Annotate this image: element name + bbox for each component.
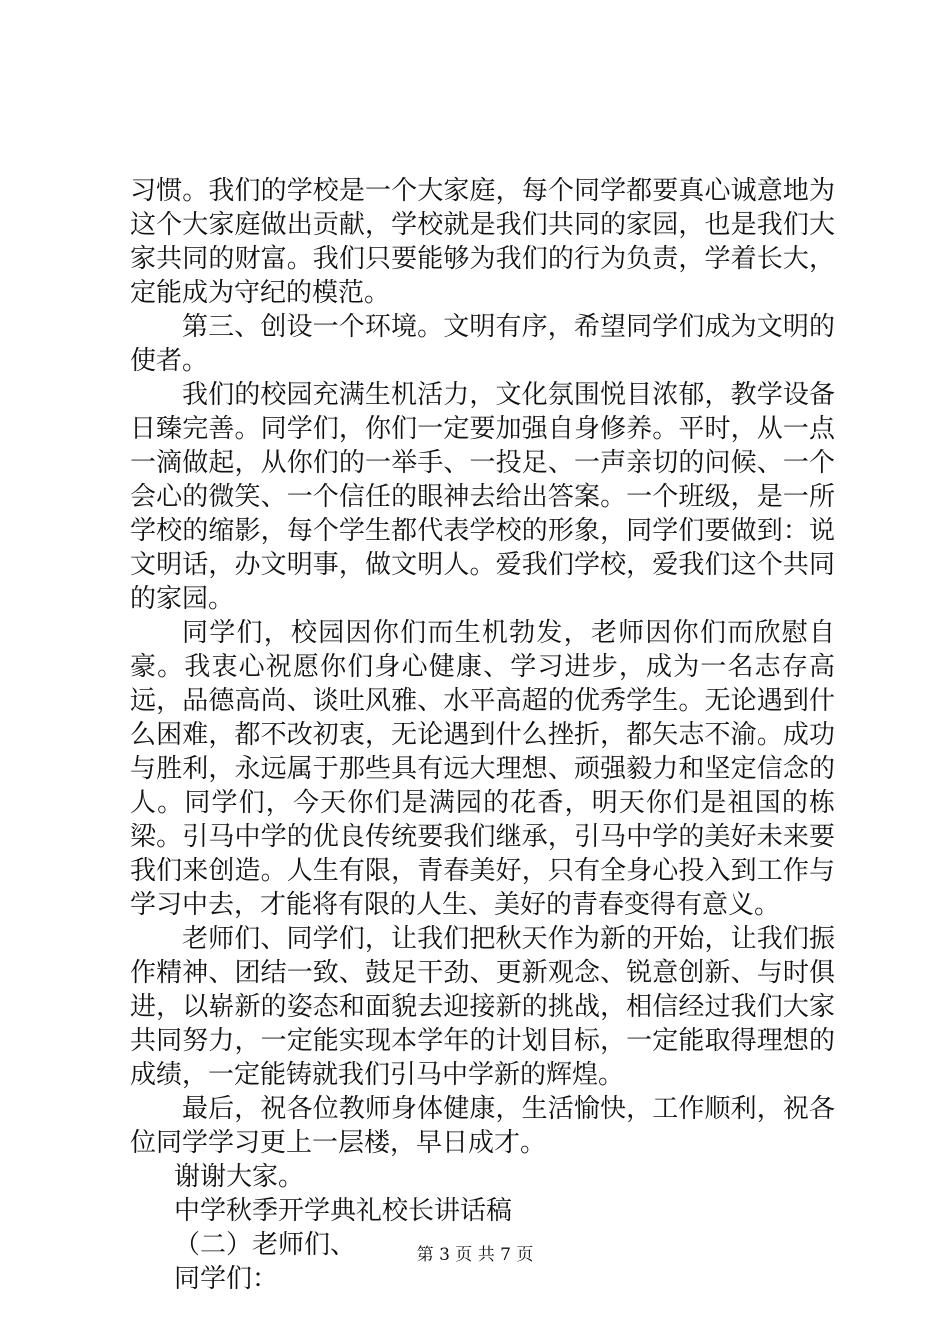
paragraph-new-start: 老师们、同学们，让我们把秋天作为新的开始，让我们振作精神、团结一致、鼓足干劲、更新观念、锐意创新、与时俱进，以崭新的姿态和面貌去迎接新的挑战，相信经过我们大家共同努力，一定能实现本学年的计划目标，一定能取得理想的成绩，一定能铸就我们引马中学新的辉煌。: [130, 924, 835, 1090]
section-heading: 中学秋季开学典礼校长讲话稿: [174, 1196, 513, 1226]
paragraph-closing: 最后，祝各位教师身体健康，生活愉快，工作顺利，祝各位同学学习更上一层楼，早日成才。: [130, 1094, 835, 1158]
paragraph-wishes: 同学们，校园因你们而生机勃发，老师因你们而欣慰自豪。我衷心祝愿你们身心健康、学习进步，成为一名志存高远，品德高尚、谈吐风雅、水平高超的优秀学生。无论遇到什么困难，都不改初衷，无论遇到什么挫折，都矢志不渝。成功与胜利，永远属于那些具有远大理想、顽强毅力和坚定信念的人。同学们，今天你们是满园的花香，明天你们是祖国的栋梁。引马中学的优良传统要我们继承，引马中学的美好未来要我们来创造。人生有限，青春美好，只有全身心投入到工作与学习中去，才能将有限的人生、美好的青春变得有意义。: [130, 618, 835, 920]
salutation-students: 同学们：: [174, 1264, 279, 1294]
paragraph-habits: 习惯。我们的学校是一个大家庭，每个同学都要真心诚意地为这个大家庭做出贡献，学校就是我们共同的家园，也是我们大家共同的财富。我们只要能够为我们的行为负责，学着长大，定能成为守纪的模范。: [130, 176, 835, 308]
salutation-teachers: （二）老师们、: [174, 1230, 357, 1260]
page-number-footer: 第 3 页 共 7 页: [416, 1245, 534, 1265]
paragraph-thanks: 谢谢大家。: [174, 1162, 305, 1192]
paragraph-campus: 我们的校园充满生机活力，文化氛围悦目浓郁，教学设备日臻完善。同学们，你们一定要加强自身修养。平时，从一点一滴做起，从你们的一举手、一投足、一声亲切的问候、一个会心的微笑、一个信任的眼神去给出答案。一个班级，是一所学校的缩影，每个学生都代表学校的形象，同学们要做到：说文明话，办文明事，做文明人。爱我们学校，爱我们这个共同的家园。: [130, 380, 835, 614]
paragraph-environment: 第三、创设一个环境。文明有序，希望同学们成为文明的使者。: [130, 312, 835, 376]
document-body: [130, 174, 835, 1296]
